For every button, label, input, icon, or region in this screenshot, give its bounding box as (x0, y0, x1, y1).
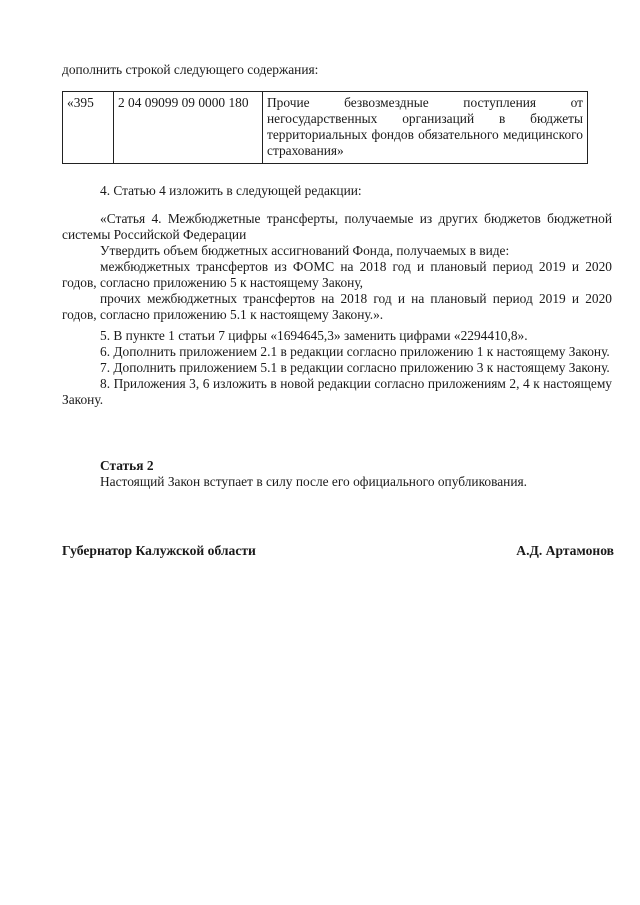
item-8: 8. Приложения 3, 6 изложить в новой редакции согласно приложениям 2, 4 к настоящему Закону. (62, 376, 612, 407)
article-2-text: Настоящий Закон вступает в силу после его официального опубликования. (100, 474, 528, 489)
items-5-8 (62, 328, 612, 408)
signatory-position: Губернатор Калужской области (62, 543, 256, 558)
article-4-quote (62, 211, 612, 323)
inserted-row-table (62, 91, 588, 164)
intro-line: дополнить строкой следующего содержания: (62, 62, 319, 77)
item-6: 6. Дополнить приложением 2.1 в редакции согласно приложению 1 к настоящему Закону. (100, 344, 610, 359)
article-4-approve: Утвердить объем бюджетных ассигнований Фонда, получаемых в виде: (100, 243, 510, 258)
article-2-heading: Статья 2 (100, 458, 154, 473)
item-7: 7. Дополнить приложением 5.1 в редакции согласно приложению 3 к настоящему Закону. (100, 360, 610, 375)
article-4-title: «Статья 4. Межбюджетные трансферты, получаемые из других бюджетов бюджетной системы Российской Федерации (62, 211, 612, 242)
description-cell: Прочие безвозмездные поступления от негосударственных организаций в бюджеты территориальных фондов обязательного медицинского страхования» (263, 92, 588, 164)
article-4-item-b: прочих межбюджетных трансфертов на 2018 год и на плановый период 2019 и 2020 годов, согласно приложению 5.1 к настоящему Закону.». (62, 291, 612, 322)
budget-code-cell: 2 04 09099 09 0000 180 (114, 92, 263, 164)
item-4 (62, 183, 612, 199)
item-4-text: 4. Статью 4 изложить в следующей редакции: (100, 183, 362, 198)
table-row (63, 92, 588, 164)
item-5: 5. В пункте 1 статьи 7 цифры «1694645,3» заменить цифрами «2294410,8». (100, 328, 528, 343)
article-4-item-a: межбюджетных трансфертов из ФОМС на 2018 год и плановый период 2019 и 2020 годов, согласно приложению 5 к настоящему Закону, (62, 259, 612, 290)
article-2 (62, 458, 612, 490)
signatory-name: А.Д. Артамонов (516, 543, 614, 558)
row-number-cell: «395 (63, 92, 114, 164)
